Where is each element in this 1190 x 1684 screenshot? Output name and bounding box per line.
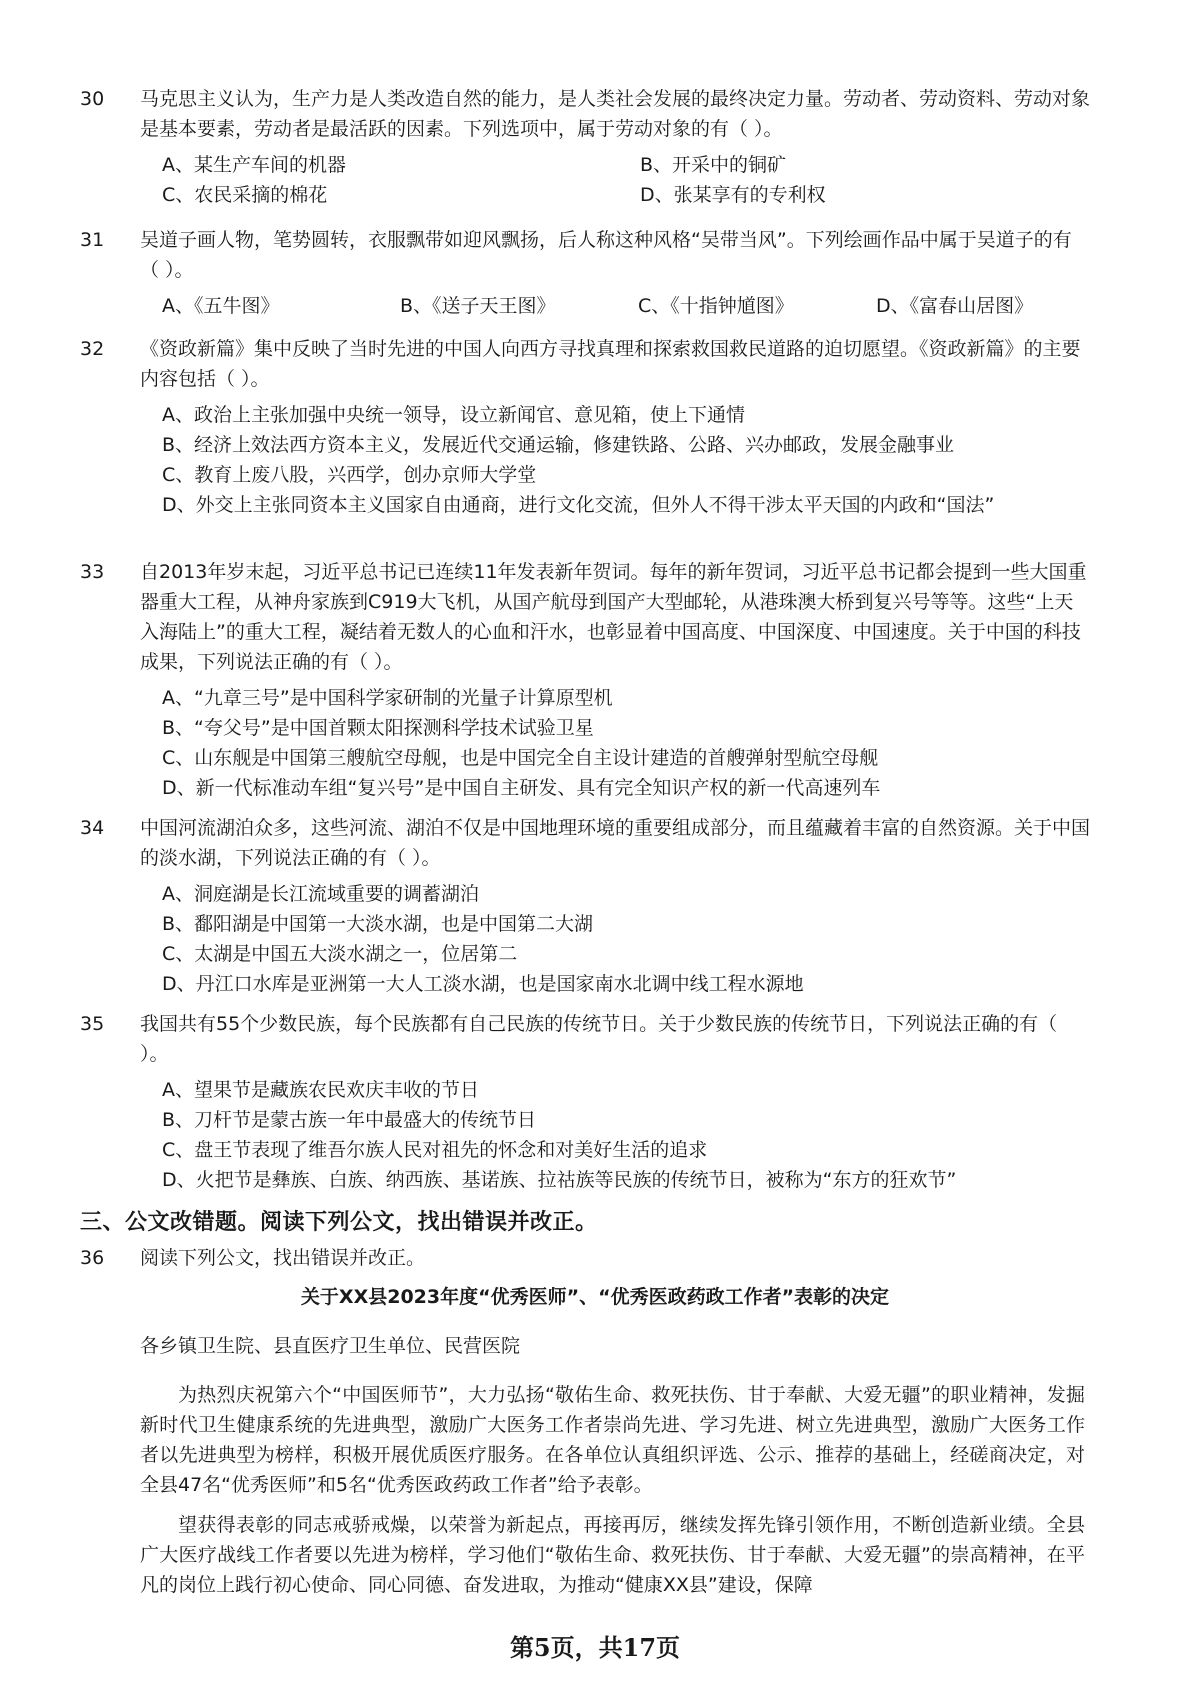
option-b: B、开采中的铜矿 [640, 154, 787, 176]
option-d: D、火把节是彝族、白族、纳西族、基诺族、拉祜族等民族的传统节日，被称为“东方的狂欢节” [162, 1169, 957, 1191]
question-number: 34 [80, 817, 105, 839]
document-title: 关于XX县2023年度“优秀医师”、“优秀医政药政工作者”表彰的决定 [300, 1286, 890, 1308]
option-a: A、“九章三号”是中国科学家研制的光量子计算原型机 [162, 687, 613, 709]
question-34 [80, 813, 1090, 999]
option-list [162, 879, 1090, 999]
option-a: A、洞庭湖是长江流域重要的调蓄湖泊 [162, 883, 479, 905]
option-list [162, 1075, 1090, 1195]
question-number: 35 [80, 1013, 105, 1035]
document-paragraph-2: 望获得表彰的同志戒骄戒燥，以荣誉为新起点，再接再厉，继续发挥先锋引领作用，不断创造新业绩。全县广大医疗战线工作者要以先进为榜样，学习他们“敬佑生命、救死扶伤、甘于奉献、大爱无疆”的崇高精神，在平凡的岗位上践行初心使命、同心同德、奋发进取，为推动“健康XX县”建设，保障 [140, 1514, 1085, 1596]
option-d: D、丹江口水库是亚洲第一大人工淡水湖，也是国家南水北调中线工程水源地 [162, 973, 804, 995]
option-d: D、《富春山居图》 [876, 295, 1034, 317]
document-addressee: 各乡镇卫生院、县直医疗卫生单位、民营医院 [140, 1335, 521, 1357]
option-a: A、望果节是藏族农民欢庆丰收的节日 [162, 1079, 479, 1101]
question-30 [80, 84, 1090, 210]
page-footer: 第5页，共17页 [509, 1633, 681, 1662]
option-b: B、“夸父号”是中国首颗太阳探测科学技术试验卫星 [162, 717, 594, 739]
question-number: 32 [80, 338, 105, 360]
question-36 [80, 1243, 1090, 1273]
question-32 [80, 334, 1090, 520]
option-c: C、农民采摘的棉花 [162, 184, 328, 206]
question-33 [80, 557, 1090, 803]
question-stem: 我国共有55个少数民族，每个民族都有自己民族的传统节日。关于少数民族的传统节日，下列说法正确的有（ ）。 [140, 1013, 1058, 1065]
option-c: C、教育上废八股，兴西学，创办京师大学堂 [162, 464, 537, 486]
option-c: C、山东舰是中国第三艘航空母舰，也是中国完全自主设计建造的首艘弹射型航空母舰 [162, 747, 879, 769]
question-35 [80, 1009, 1090, 1195]
question-stem: 马克思主义认为，生产力是人类改造自然的能力，是人类社会发展的最终决定力量。劳动者、劳动资料、劳动对象是基本要素，劳动者是最活跃的因素。下列选项中，属于劳动对象的有（ ）。 [140, 88, 1091, 140]
option-b: B、鄱阳湖是中国第一大淡水湖，也是中国第二大湖 [162, 913, 594, 935]
document-paragraph-1: 为热烈庆祝第六个“中国医师节”，大力弘扬“敬佑生命、救死扶伤、甘于奉献、大爱无疆”的职业精神，发掘新时代卫生健康系统的先进典型，激励广大医务工作者崇尚先进、学习先进、树立先进典型，激励广大医务工作者以先进典型为榜样，积极开展优质医疗服务。在各单位认真组织评选、公示、推荐的基础上，经磋商决定，对全县47名“优秀医师”和5名“优秀医政药政工作者”给予表彰。 [140, 1384, 1085, 1496]
option-list [162, 150, 1090, 210]
option-c: C、《十指钟馗图》 [638, 295, 794, 317]
option-d: D、新一代标准动车组“复兴号”是中国自主研发、具有完全知识产权的新一代高速列车 [162, 777, 881, 799]
option-b: B、《送子天王图》 [400, 295, 556, 317]
option-c: C、盘王节表现了维吾尔族人民对祖先的怀念和对美好生活的追求 [162, 1139, 708, 1161]
option-d: D、张某享有的专利权 [640, 184, 826, 206]
option-d: D、外交上主张同资本主义国家自由通商，进行文化交流，但外人不得干涉太平天国的内政和“国法” [162, 494, 995, 516]
option-c: C、太湖是中国五大淡水湖之一，位居第二 [162, 943, 518, 965]
question-stem: 吴道子画人物，笔势圆转，衣服飘带如迎风飘扬，后人称这种风格“吴带当风”。下列绘画作品中属于吴道子的有（ ）。 [140, 229, 1072, 281]
question-number: 36 [80, 1247, 105, 1269]
question-stem: 阅读下列公文，找出错误并改正。 [140, 1247, 426, 1269]
option-a: A、《五牛图》 [162, 295, 280, 317]
option-list [162, 291, 1090, 321]
option-list [162, 683, 1090, 803]
question-number: 31 [80, 229, 105, 251]
question-stem: 自2013年岁末起，习近平总书记已连续11年发表新年贺词。每年的新年贺词，习近平总书记都会提到一些大国重器重大工程，从神舟家族到C919大飞机，从国产航母到国产大型邮轮，从港珠澳大桥到复兴号等等。这些“上天入海陆上”的重大工程，凝结着无数人的心血和汗水，也彰显着中国高度、中国深度、中国速度。关于中国的科技成果，下列说法正确的有（ ）。 [140, 561, 1087, 673]
question-number: 30 [80, 88, 105, 110]
option-b: B、经济上效法西方资本主义，发展近代交通运输，修建铁路、公路、兴办邮政，发展金融事业 [162, 434, 955, 456]
question-31 [80, 225, 1090, 321]
option-b: B、刀杆节是蒙古族一年中最盛大的传统节日 [162, 1109, 537, 1131]
section-heading: 三、公文改错题。阅读下列公文，找出错误并改正。 [80, 1210, 598, 1235]
option-a: A、政治上主张加强中央统一领导，设立新闻官、意见箱，使上下通情 [162, 404, 745, 426]
question-number: 33 [80, 561, 105, 583]
option-list [162, 400, 1030, 520]
question-stem: 《资政新篇》集中反映了当时先进的中国人向西方寻找真理和探索救国救民道路的迫切愿望。《资政新篇》的主要内容包括（ ）。 [140, 338, 1081, 390]
question-stem: 中国河流湖泊众多，这些河流、湖泊不仅是中国地理环境的重要组成部分，而且蕴藏着丰富的自然资源。关于中国的淡水湖，下列说法正确的有（ ）。 [140, 817, 1091, 869]
option-a: A、某生产车间的机器 [162, 154, 346, 176]
